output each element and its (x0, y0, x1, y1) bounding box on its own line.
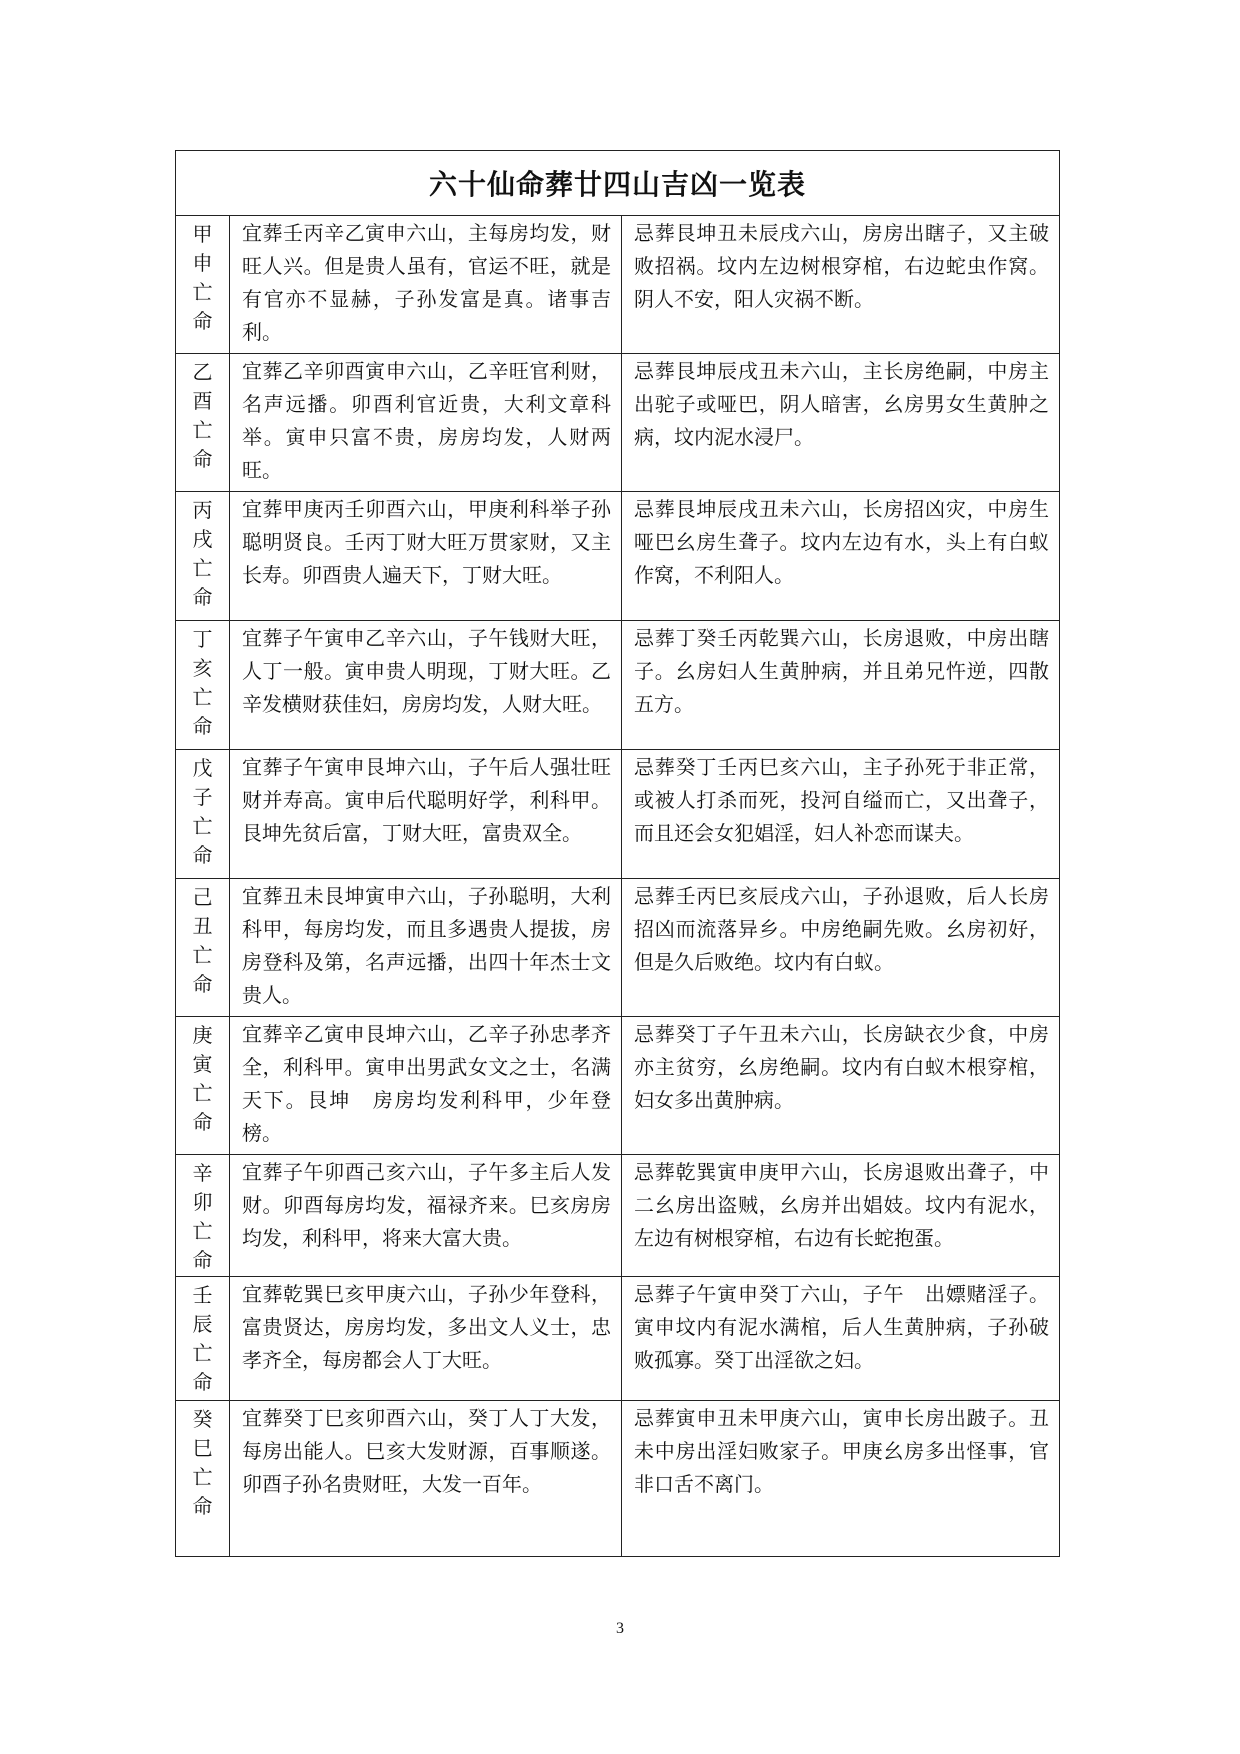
table-row (176, 879, 1060, 1017)
row-name: 甲申亡命 (192, 222, 213, 333)
table-row (176, 1401, 1060, 1557)
table-row (176, 492, 1060, 621)
unfavorable-cell: 忌葬丁癸壬丙乾巽六山，长房退败，中房出瞎子。幺房妇人生黄肿病，并且弟兄忤逆，四散五方。 (622, 621, 1060, 750)
row-name: 己丑亡命 (192, 885, 213, 996)
table-row (176, 216, 1060, 354)
favorable-cell: 宜葬甲庚丙壬卯酉六山，甲庚利科举子孙聪明贤良。壬丙丁财大旺万贯家财，又主长寿。卯酉贵人遍天下，丁财大旺。 (230, 492, 622, 621)
row-name: 辛卯亡命 (192, 1161, 213, 1272)
table-row (176, 354, 1060, 492)
table-row (176, 1277, 1060, 1401)
row-name: 乙酉亡命 (192, 360, 213, 471)
favorable-cell: 宜葬辛乙寅申艮坤六山，乙辛子孙忠孝齐全，利科甲。寅申出男武女文之士，名满天下。艮坤 房房均发利科甲，少年登榜。 (230, 1017, 622, 1155)
row-name: 癸巳亡命 (192, 1407, 213, 1518)
table-row (176, 621, 1060, 750)
row-name-cell (176, 1017, 230, 1155)
favorable-cell: 宜葬丑未艮坤寅申六山，子孙聪明，大利科甲，每房均发，而且多遇贵人提拔，房房登科及第，名声远播，出四十年杰士文贵人。 (230, 879, 622, 1017)
table-row (176, 1017, 1060, 1155)
favorable-cell: 宜葬乾巽巳亥甲庚六山，子孙少年登科，富贵贤达，房房均发，多出文人义士，忠孝齐全，每房都会人丁大旺。 (230, 1277, 622, 1401)
table-title: 六十仙命葬廿四山吉凶一览表 (176, 151, 1060, 216)
row-name: 丁亥亡命 (192, 627, 213, 738)
row-name-cell (176, 1155, 230, 1277)
favorable-cell: 宜葬子午寅申乙辛六山，子午钱财大旺，人丁一般。寅申贵人明现，丁财大旺。乙辛发横财获佳妇，房房均发，人财大旺。 (230, 621, 622, 750)
favorable-cell: 宜葬壬丙辛乙寅申六山，主每房均发，财旺人兴。但是贵人虽有，官运不旺，就是有官亦不显赫，子孙发富是真。诸事吉利。 (230, 216, 622, 354)
unfavorable-cell: 忌葬寅申丑未甲庚六山，寅申长房出跛子。丑未中房出淫妇败家子。甲庚幺房多出怪事，官非口舌不离门。 (622, 1401, 1060, 1557)
title-row (176, 151, 1060, 216)
unfavorable-cell: 忌葬乾巽寅申庚甲六山，长房退败出聋子，中二幺房出盗贼，幺房并出娼妓。坟内有泥水，左边有树根穿棺，右边有长蛇抱蛋。 (622, 1155, 1060, 1277)
row-name-cell (176, 354, 230, 492)
row-name: 丙戌亡命 (192, 498, 213, 609)
row-name: 庚寅亡命 (192, 1023, 213, 1134)
table-row (176, 1155, 1060, 1277)
row-name: 壬辰亡命 (192, 1283, 213, 1394)
table-row (176, 750, 1060, 879)
fortune-table (175, 150, 1060, 1557)
row-name-cell (176, 879, 230, 1017)
row-name: 戊子亡命 (192, 756, 213, 867)
unfavorable-cell: 忌葬癸丁子午丑未六山，长房缺衣少食，中房亦主贫穷，幺房绝嗣。坟内有白蚁木根穿棺，妇女多出黄肿病。 (622, 1017, 1060, 1155)
row-name-cell (176, 621, 230, 750)
favorable-cell: 宜葬癸丁巳亥卯酉六山，癸丁人丁大发，每房出能人。巳亥大发财源，百事顺遂。卯酉子孙名贵财旺，大发一百年。 (230, 1401, 622, 1557)
unfavorable-cell: 忌葬艮坤辰戌丑未六山，长房招凶灾，中房生哑巴幺房生聋子。坟内左边有水，头上有白蚁作窝，不利阳人。 (622, 492, 1060, 621)
unfavorable-cell: 忌葬癸丁壬丙巳亥六山，主子孙死于非正常，或被人打杀而死，投河自缢而亡，又出聋子，而且还会女犯娼淫，妇人补恋而谋夫。 (622, 750, 1060, 879)
row-name-cell (176, 1401, 230, 1557)
row-name-cell (176, 216, 230, 354)
row-name-cell (176, 492, 230, 621)
favorable-cell: 宜葬乙辛卯酉寅申六山，乙辛旺官利财，名声远播。卯酉利官近贵，大利文章科举。寅申只富不贵，房房均发，人财两旺。 (230, 354, 622, 492)
unfavorable-cell: 忌葬子午寅申癸丁六山，子午 出嫖赌淫子。寅申坟内有泥水满棺，后人生黄肿病，子孙破败孤寡。癸丁出淫欲之妇。 (622, 1277, 1060, 1401)
unfavorable-cell: 忌葬壬丙巳亥辰戌六山，子孙退败，后人长房招凶而流落异乡。中房绝嗣先败。幺房初好，但是久后败绝。坟内有白蚁。 (622, 879, 1060, 1017)
row-name-cell (176, 750, 230, 879)
favorable-cell: 宜葬子午卯酉己亥六山，子午多主后人发财。卯酉每房均发，福禄齐来。巳亥房房均发，利科甲，将来大富大贵。 (230, 1155, 622, 1277)
unfavorable-cell: 忌葬艮坤丑未辰戌六山，房房出瞎子，又主破败招祸。坟内左边树根穿棺，右边蛇虫作窝。阴人不安，阳人灾祸不断。 (622, 216, 1060, 354)
favorable-cell: 宜葬子午寅申艮坤六山，子午后人强壮旺财并寿高。寅申后代聪明好学，利科甲。艮坤先贫后富，丁财大旺，富贵双全。 (230, 750, 622, 879)
unfavorable-cell: 忌葬艮坤辰戌丑未六山，主长房绝嗣，中房主出驼子或哑巴，阴人暗害，幺房男女生黄肿之病，坟内泥水浸尸。 (622, 354, 1060, 492)
row-name-cell (176, 1277, 230, 1401)
page-number: 3 (616, 1620, 624, 1637)
